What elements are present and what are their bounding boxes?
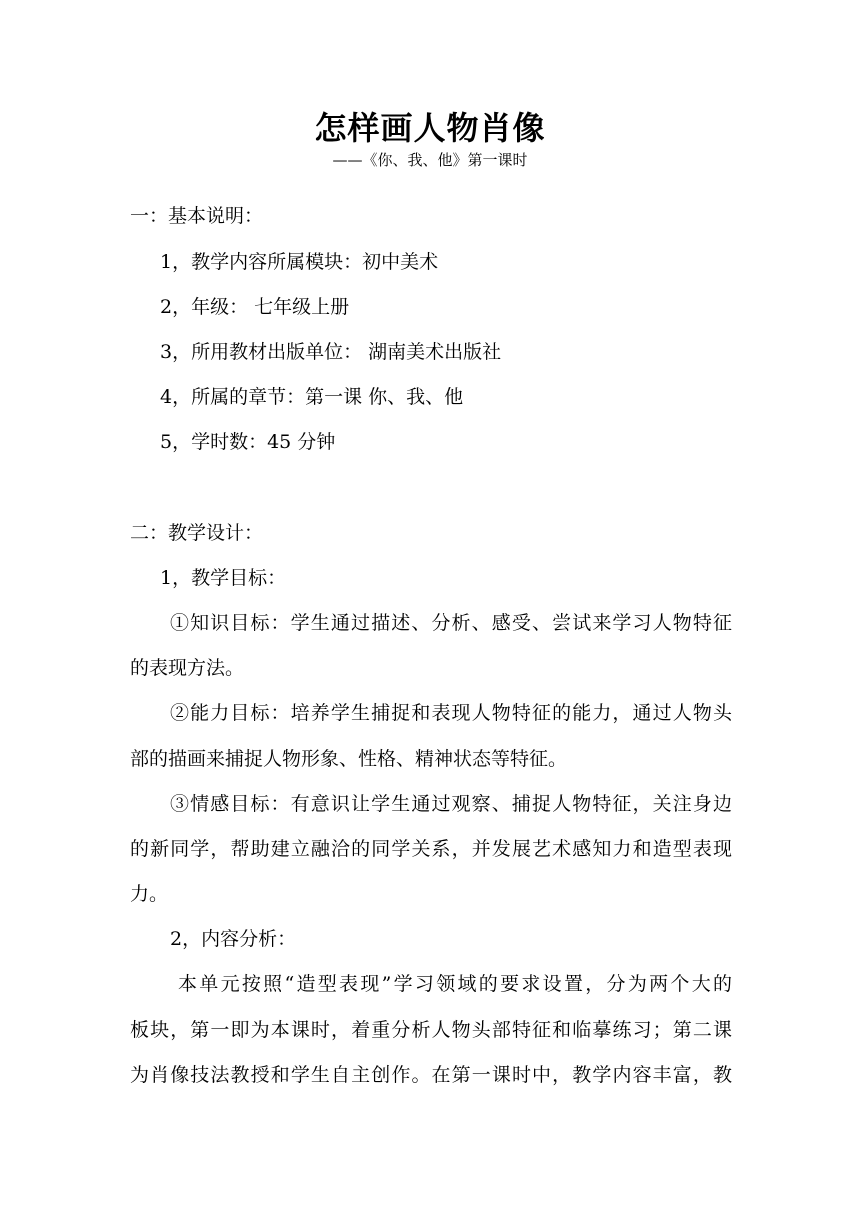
info-item-duration: 5，学时数：45 分钟 bbox=[160, 431, 336, 453]
info-item-chapter: 4，所属的章节：第一课 你、我、他 bbox=[160, 386, 464, 408]
info-item-publisher: 3，所用教材出版单位： 湖南美术出版社 bbox=[160, 341, 502, 363]
section-heading-basic-info: 一：基本说明： bbox=[130, 205, 264, 227]
subheading-content-analysis: 2，内容分析： bbox=[170, 928, 297, 950]
info-item-grade: 2，年级： 七年级上册 bbox=[160, 296, 350, 318]
content-analysis-line-1: 本单元按照“造型表现”学习领域的要求设置，分为两个大的 bbox=[178, 973, 732, 995]
document-subtitle: ——《你、我、他》第一课时 bbox=[332, 151, 528, 169]
content-analysis-line-3: 为肖像技法教授和学生自主创作。在第一课时中，教学内容丰富，教 bbox=[130, 1064, 732, 1086]
goal-emotion-line-2: 的新同学，帮助建立融洽的同学关系，并发展艺术感知力和造型表现 bbox=[130, 838, 732, 860]
content-analysis-line-2: 板块，第一即为本课时，着重分析人物头部特征和临摹练习；第二课 bbox=[130, 1019, 732, 1041]
goal-ability-line-2: 部的描画来捕捉人物形象、性格、精神状态等特征。 bbox=[130, 748, 568, 770]
goal-emotion-line-3: 力。 bbox=[130, 883, 169, 905]
goal-knowledge-line-2: 的表现方法。 bbox=[130, 657, 245, 679]
document-title: 怎样画人物肖像 bbox=[314, 109, 546, 147]
goal-ability-line-1: ②能力目标：培养学生捕捉和表现人物特征的能力，通过人物头 bbox=[170, 702, 732, 724]
subheading-teaching-goals: 1，教学目标： bbox=[160, 567, 287, 589]
info-item-module: 1，教学内容所属模块：初中美术 bbox=[160, 251, 439, 273]
section-heading-teaching-design: 二：教学设计： bbox=[130, 522, 264, 544]
goal-emotion-line-1: ③情感目标：有意识让学生通过观察、捕捉人物特征，关注身边 bbox=[170, 793, 732, 815]
goal-knowledge-line-1: ①知识目标：学生通过描述、分析、感受、尝试来学习人物特征 bbox=[170, 612, 732, 634]
